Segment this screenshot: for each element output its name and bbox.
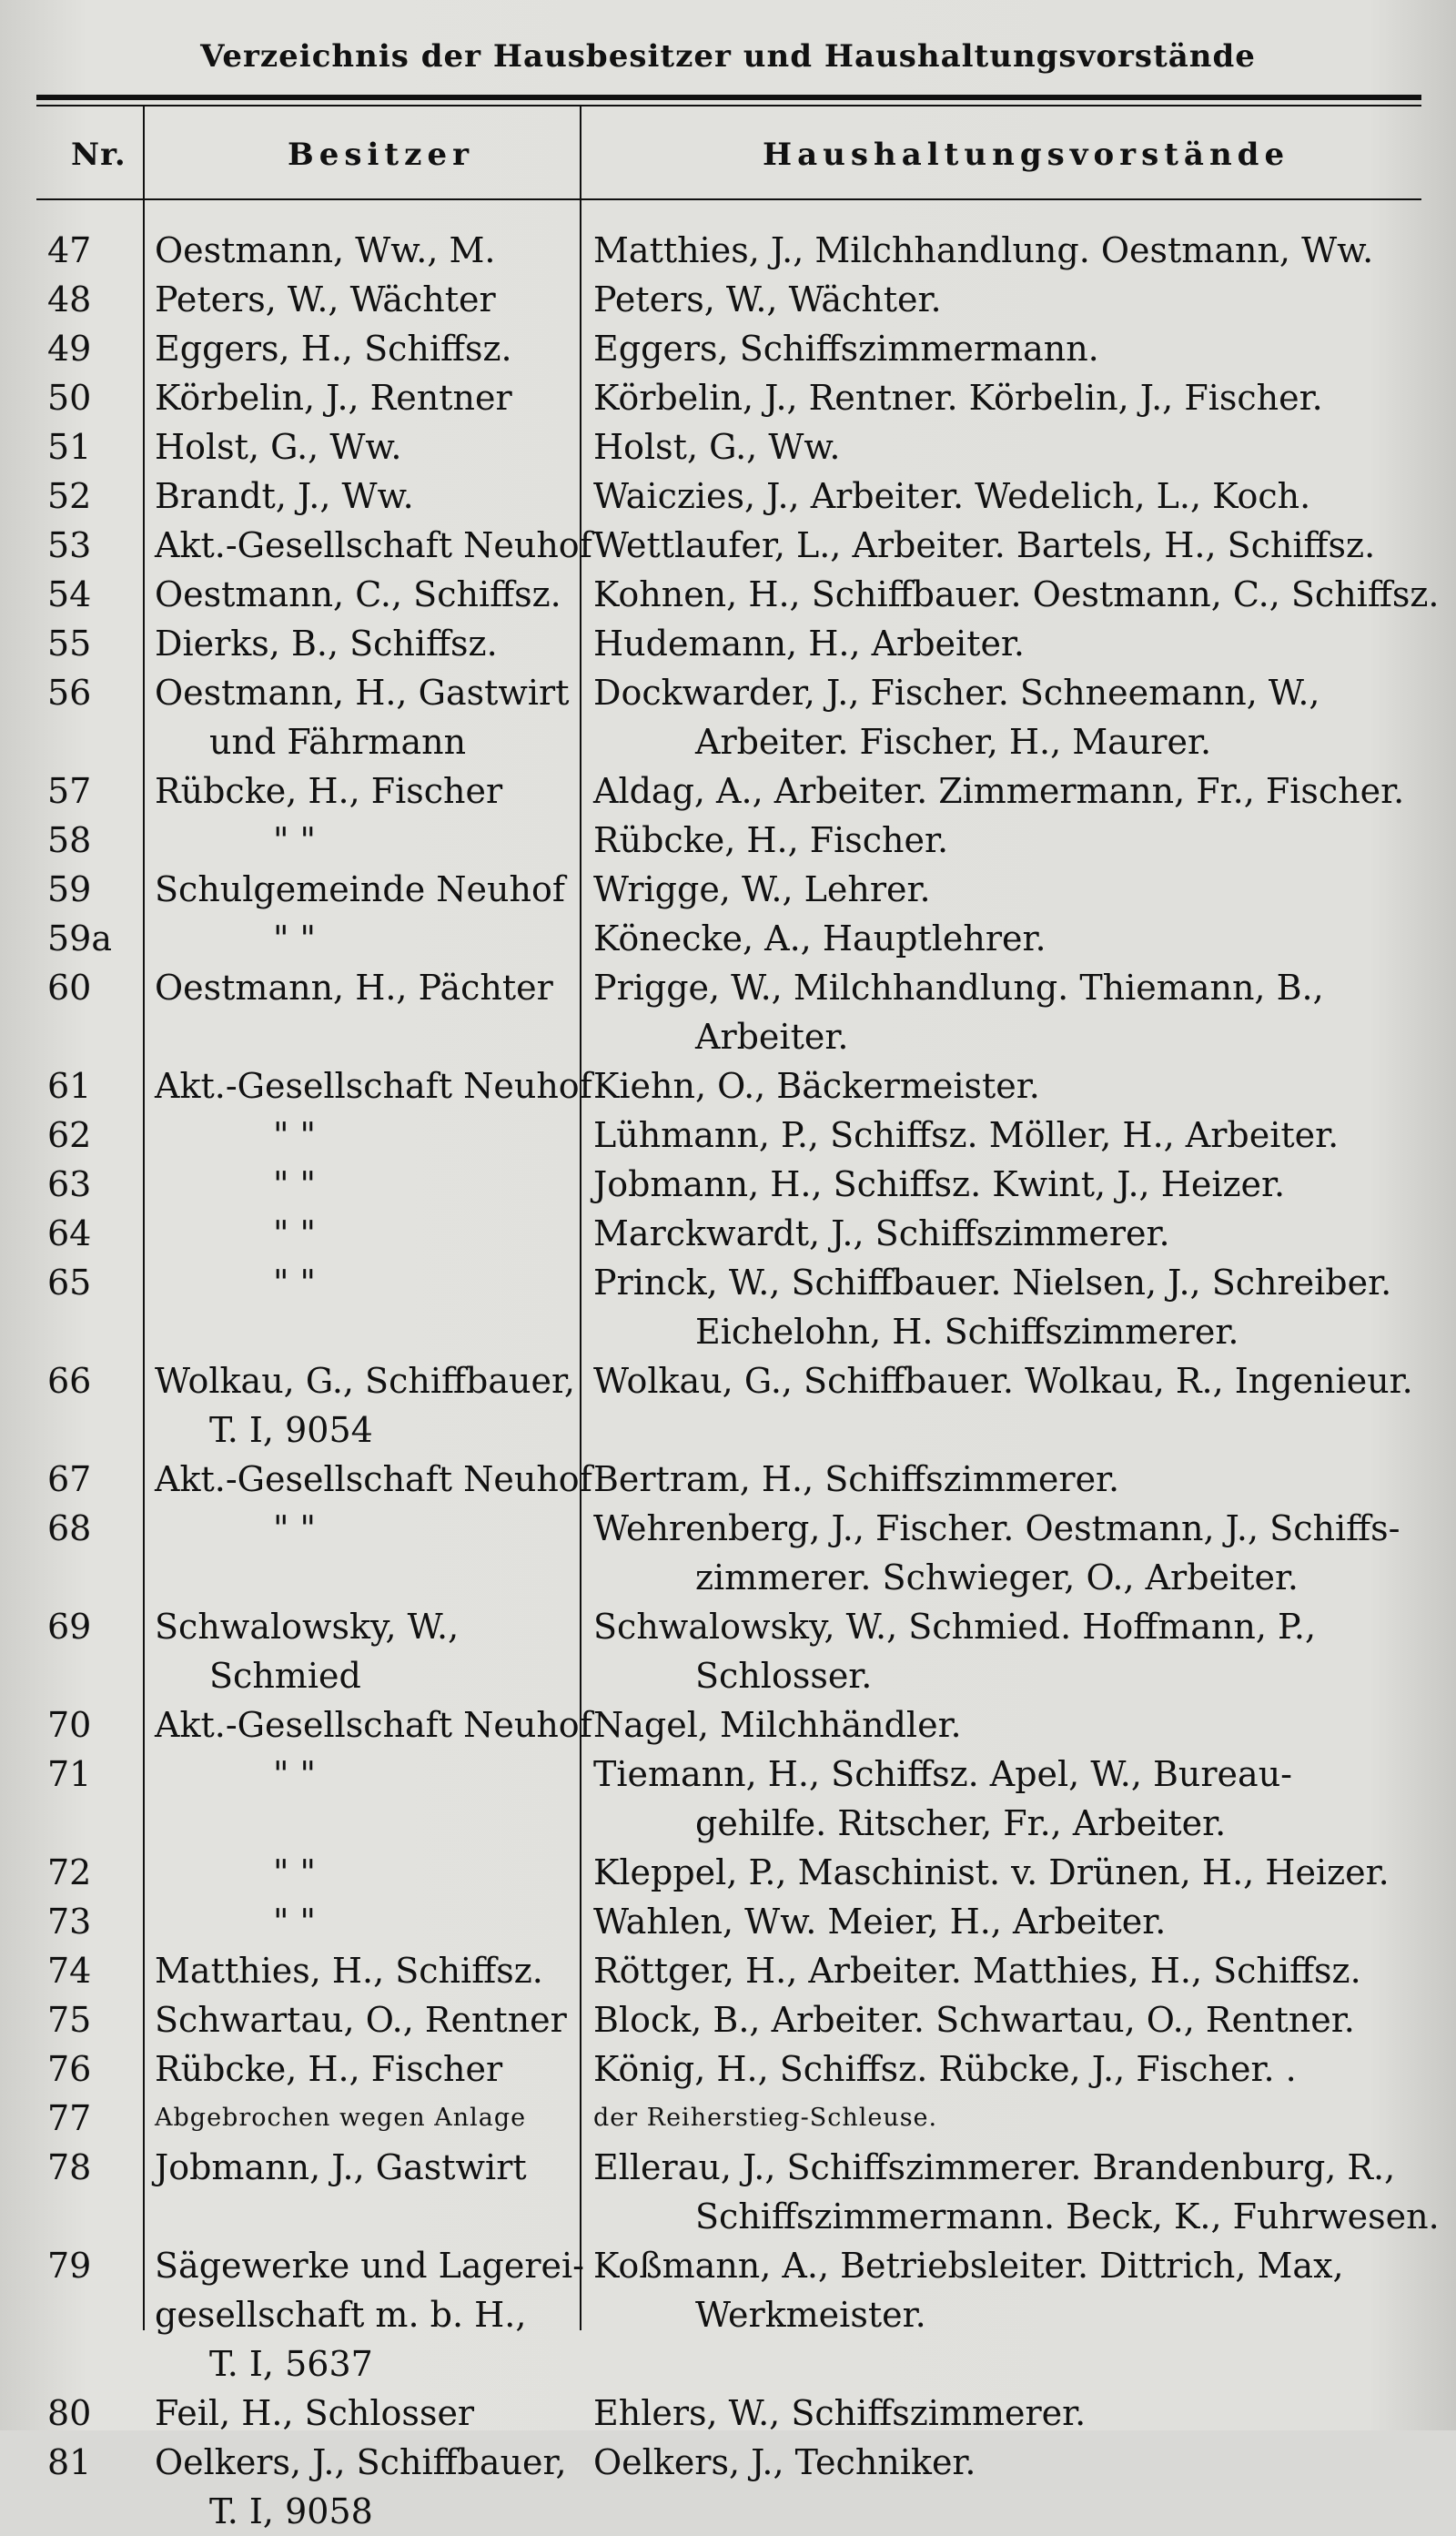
- owner-cell: [155, 816, 573, 865]
- owner-line: Oestmann, H., Gastwirt: [155, 673, 570, 713]
- row-number: 66: [47, 1361, 92, 1401]
- owner-line: Schmied: [209, 1656, 361, 1696]
- household-line: Körbelin, J., Rentner. Körbelin, J., Fischer.: [593, 378, 1323, 418]
- table-row: [0, 1848, 1456, 1897]
- household-line: Kiehn, O., Bäckermeister.: [593, 1066, 1040, 1106]
- owner-line: Akt.-Gesellschaft Neuhof: [155, 1066, 592, 1106]
- owner-line: Jobmann, J., Gastwirt: [155, 2147, 527, 2187]
- column-header-households: Haushaltungsvorstände: [763, 137, 1290, 173]
- households-cell: [593, 275, 1417, 324]
- household-line: Ellerau, J., Schiffszimmerer. Brandenburg, R.,: [593, 2147, 1396, 2187]
- household-line: Ehlers, W., Schiffszimmerer.: [593, 2393, 1087, 2433]
- owner-line: Schulgemeinde Neuhof: [155, 869, 565, 909]
- table-row: [0, 2143, 1456, 2241]
- row-number: 58: [47, 820, 92, 860]
- household-line: Prigge, W., Milchhandlung. Thiemann, B.,: [593, 968, 1324, 1008]
- household-line: Holst, G., Ww.: [593, 427, 841, 467]
- owner-cell: [155, 1258, 573, 1307]
- household-line: Dockwarder, J., Fischer. Schneemann, W.,: [593, 673, 1320, 713]
- household-line: Wrigge, W., Lehrer.: [593, 869, 931, 909]
- ditto-mark: " ": [273, 1508, 317, 1548]
- header-rule-thick: [36, 95, 1421, 100]
- owner-cell: [155, 2241, 584, 2389]
- ditto-mark: " ": [273, 1115, 317, 1155]
- owner-cell: [155, 2143, 573, 2192]
- households-cell: [593, 619, 1417, 668]
- column-header-nr: Nr.: [71, 137, 126, 173]
- running-head: Verzeichnis der Hausbesitzer und Haushaltungsvorstände: [200, 38, 1256, 75]
- households-cell: [593, 2143, 1440, 2241]
- owner-line: Rübcke, H., Fischer: [155, 771, 503, 811]
- owner-cell: [155, 1848, 573, 1897]
- row-number: 60: [47, 968, 92, 1008]
- table-row: [0, 1356, 1456, 1455]
- households-cell: [593, 914, 1417, 963]
- owner-line: Oelkers, J., Schiffbauer,: [155, 2442, 567, 2482]
- table-row: [0, 1995, 1456, 2044]
- table-row: [0, 1160, 1456, 1209]
- households-cell: [593, 2044, 1417, 2094]
- household-line: Schlosser.: [695, 1656, 873, 1696]
- owner-cell: [155, 1455, 592, 1504]
- ditto-mark: " ": [273, 1852, 317, 1892]
- row-number: 73: [47, 1902, 92, 1942]
- table-row: [0, 816, 1456, 865]
- households-cell: [593, 668, 1417, 766]
- owner-line: Akt.-Gesellschaft Neuhof: [155, 1459, 592, 1499]
- households-cell: [593, 226, 1417, 275]
- households-cell: [593, 1848, 1417, 1897]
- table-row: [0, 619, 1456, 668]
- owner-cell: [155, 914, 573, 963]
- table-row: [0, 226, 1456, 275]
- row-number: 56: [47, 673, 92, 713]
- households-cell: [593, 1995, 1417, 2044]
- ditto-mark: " ": [273, 1754, 317, 1794]
- households-cell: [593, 963, 1417, 1061]
- row-number: 64: [47, 1213, 92, 1253]
- household-line: Koßmann, A., Betriebsleiter. Dittrich, Max,: [593, 2246, 1344, 2286]
- row-number: 65: [47, 1263, 92, 1303]
- owner-line: Eggers, H., Schiffsz.: [155, 329, 512, 369]
- owner-line: Abgebrochen wegen Anlage: [155, 2104, 527, 2132]
- row-number: 74: [47, 1951, 92, 1991]
- table-row: [0, 1504, 1456, 1602]
- owner-cell: [155, 2094, 573, 2143]
- owner-line: Dierks, B., Schiffsz.: [155, 624, 498, 664]
- household-line: Peters, W., Wächter.: [593, 279, 942, 320]
- row-number: 51: [47, 427, 92, 467]
- household-line: Wehrenberg, J., Fischer. Oestmann, J., Schiffs-: [593, 1508, 1400, 1548]
- owner-line: Akt.-Gesellschaft Neuhof: [155, 1705, 592, 1745]
- row-number: 80: [47, 2393, 92, 2433]
- household-line: Arbeiter. Fischer, H., Maurer.: [695, 722, 1212, 762]
- owner-line: Oestmann, H., Pächter: [155, 968, 553, 1008]
- households-cell: [593, 422, 1417, 472]
- households-cell: [593, 1160, 1417, 1209]
- table-row: [0, 2044, 1456, 2094]
- row-number: 77: [47, 2098, 92, 2138]
- owner-cell: [155, 1602, 573, 1700]
- household-line: Lühmann, P., Schiffsz. Möller, H., Arbeiter.: [593, 1115, 1340, 1155]
- row-number: 54: [47, 574, 92, 614]
- owner-line: Feil, H., Schlosser: [155, 2393, 475, 2433]
- household-line: Matthies, J., Milchhandlung. Oestmann, Ww.: [593, 230, 1374, 270]
- households-cell: [593, 1061, 1417, 1111]
- household-line: Eggers, Schiffszimmermann.: [593, 329, 1099, 369]
- table-row: [0, 1750, 1456, 1848]
- row-number: 55: [47, 624, 92, 664]
- table-row: [0, 668, 1456, 766]
- household-line: Waiczies, J., Arbeiter. Wedelich, L., Koch.: [593, 476, 1311, 516]
- row-number: 62: [47, 1115, 92, 1155]
- owner-line: T. I, 9054: [209, 1410, 373, 1450]
- table-row: [0, 2438, 1456, 2536]
- household-line: Schwalowsky, W., Schmied. Hoffmann, P.,: [593, 1607, 1317, 1647]
- table-row: [0, 1111, 1456, 1160]
- table-row: [0, 373, 1456, 422]
- households-cell: [593, 1700, 1417, 1750]
- households-cell: [593, 1602, 1417, 1700]
- row-number: 59a: [47, 918, 113, 959]
- row-number: 68: [47, 1508, 92, 1548]
- row-number: 48: [47, 279, 92, 320]
- household-line: Werkmeister.: [695, 2295, 926, 2335]
- household-line: König, H., Schiffsz. Rübcke, J., Fischer. .: [593, 2049, 1297, 2089]
- row-number: 67: [47, 1459, 92, 1499]
- table-row: [0, 422, 1456, 472]
- owner-cell: [155, 521, 592, 570]
- households-cell: [593, 816, 1417, 865]
- households-cell: [593, 1455, 1417, 1504]
- household-line: Tiemann, H., Schiffsz. Apel, W., Bureau-: [593, 1754, 1293, 1794]
- households-cell: [593, 1209, 1417, 1258]
- owner-cell: [155, 1061, 592, 1111]
- column-header-rule: [36, 198, 1421, 200]
- owner-cell: [155, 1504, 573, 1553]
- owner-cell: [155, 865, 573, 914]
- owner-line: Schwartau, O., Rentner: [155, 2000, 567, 2040]
- header-rule-thin: [36, 105, 1421, 107]
- household-line: Arbeiter.: [695, 1017, 849, 1057]
- household-line: Kohnen, H., Schiffbauer. Oestmann, C., Schiffsz.: [593, 574, 1440, 614]
- owner-cell: [155, 1897, 573, 1946]
- household-line: Wettlaufer, L., Arbeiter. Bartels, H., Schiffsz.: [593, 525, 1376, 565]
- owner-cell: [155, 1750, 573, 1799]
- row-number: 78: [47, 2147, 92, 2187]
- owner-cell: [155, 963, 573, 1012]
- owner-cell: [155, 570, 573, 619]
- table-row: [0, 1061, 1456, 1111]
- column-header-owner: Besitzer: [288, 137, 474, 173]
- owner-line: Peters, W., Wächter: [155, 279, 496, 320]
- owner-line: T. I, 5637: [209, 2344, 373, 2384]
- ditto-mark: " ": [273, 1164, 317, 1204]
- household-line: Rübcke, H., Fischer.: [593, 820, 949, 860]
- row-number: 75: [47, 2000, 92, 2040]
- table-row: [0, 963, 1456, 1061]
- row-number: 63: [47, 1164, 92, 1204]
- owner-cell: [155, 1700, 592, 1750]
- owner-line: gesellschaft m. b. H.,: [155, 2295, 527, 2335]
- households-cell: [593, 1111, 1417, 1160]
- owner-cell: [155, 2044, 573, 2094]
- owner-line: Körbelin, J., Rentner: [155, 378, 512, 418]
- row-number: 50: [47, 378, 92, 418]
- owner-line: Brandt, J., Ww.: [155, 476, 414, 516]
- households-cell: [593, 1504, 1417, 1602]
- table-row: [0, 766, 1456, 816]
- households-cell: [593, 1356, 1417, 1405]
- owner-line: Sägewerke und Lagerei-: [155, 2246, 584, 2286]
- households-cell: [593, 766, 1417, 816]
- household-line: Hudemann, H., Arbeiter.: [593, 624, 1025, 664]
- table-row: [0, 521, 1456, 570]
- household-line: zimmerer. Schwieger, O., Arbeiter.: [695, 1557, 1299, 1598]
- household-line: Marckwardt, J., Schiffszimmerer.: [593, 1213, 1170, 1253]
- owner-cell: [155, 373, 573, 422]
- table-row: [0, 275, 1456, 324]
- table-row: [0, 324, 1456, 373]
- owner-cell: [155, 275, 573, 324]
- households-cell: [593, 2438, 1417, 2487]
- household-line: Bertram, H., Schiffszimmerer.: [593, 1459, 1120, 1499]
- owner-cell: [155, 668, 573, 766]
- owner-line: Oestmann, Ww., M.: [155, 230, 496, 270]
- table-row: [0, 1897, 1456, 1946]
- households-cell: [593, 2094, 1417, 2143]
- owner-line: Schwalowsky, W.,: [155, 1607, 460, 1647]
- row-number: 53: [47, 525, 92, 565]
- table-row: [0, 570, 1456, 619]
- household-line: Eichelohn, H. Schiffszimmerer.: [695, 1312, 1239, 1352]
- household-line: Schiffszimmermann. Beck, K., Fuhrwesen.: [695, 2196, 1440, 2237]
- household-line: der Reiherstieg-Schleuse.: [593, 2104, 938, 2132]
- table-row: [0, 1209, 1456, 1258]
- row-number: 72: [47, 1852, 92, 1892]
- households-cell: [593, 570, 1440, 619]
- households-cell: [593, 521, 1417, 570]
- table-row: [0, 914, 1456, 963]
- households-cell: [593, 472, 1417, 521]
- owner-line: T. I, 9058: [209, 2491, 373, 2531]
- row-number: 71: [47, 1754, 92, 1794]
- household-line: Röttger, H., Arbeiter. Matthies, H., Schiffsz.: [593, 1951, 1361, 1991]
- row-number: 52: [47, 476, 92, 516]
- households-cell: [593, 1897, 1417, 1946]
- owner-line: Matthies, H., Schiffsz.: [155, 1951, 543, 1991]
- owner-cell: [155, 1946, 573, 1995]
- owner-cell: [155, 766, 573, 816]
- households-cell: [593, 1750, 1417, 1848]
- owner-cell: [155, 1111, 573, 1160]
- row-number: 49: [47, 329, 92, 369]
- household-line: Block, B., Arbeiter. Schwartau, O., Rentner.: [593, 2000, 1355, 2040]
- owner-cell: [155, 1209, 573, 1258]
- owner-cell: [155, 1160, 573, 1209]
- owner-line: und Fährmann: [209, 722, 467, 762]
- household-line: Princk, W., Schiffbauer. Nielsen, J., Schreiber.: [593, 1263, 1392, 1303]
- owner-cell: [155, 619, 573, 668]
- table-row: [0, 1700, 1456, 1750]
- row-number: 76: [47, 2049, 92, 2089]
- table-row: [0, 2241, 1456, 2389]
- ditto-mark: " ": [273, 820, 317, 860]
- households-cell: [593, 865, 1417, 914]
- table-row: [0, 1258, 1456, 1356]
- ditto-mark: " ": [273, 1213, 317, 1253]
- owner-cell: [155, 324, 573, 373]
- household-line: Kleppel, P., Maschinist. v. Drünen, H., Heizer.: [593, 1852, 1390, 1892]
- household-line: Nagel, Milchhändler.: [593, 1705, 962, 1745]
- row-number: 47: [47, 230, 92, 270]
- household-line: Aldag, A., Arbeiter. Zimmermann, Fr., Fischer.: [593, 771, 1405, 811]
- owner-cell: [155, 226, 573, 275]
- owner-line: Holst, G., Ww.: [155, 427, 402, 467]
- table-row: [0, 2094, 1456, 2143]
- row-number: 81: [47, 2442, 92, 2482]
- owner-cell: [155, 1995, 573, 2044]
- households-cell: [593, 1946, 1417, 1995]
- row-number: 57: [47, 771, 92, 811]
- row-number: 69: [47, 1607, 92, 1647]
- row-number: 70: [47, 1705, 92, 1745]
- owner-line: Rübcke, H., Fischer: [155, 2049, 503, 2089]
- ditto-mark: " ": [273, 1902, 317, 1942]
- ditto-mark: " ": [273, 918, 317, 959]
- register-table: [0, 226, 1456, 2536]
- table-row: [0, 1946, 1456, 1995]
- row-number: 79: [47, 2246, 92, 2286]
- households-cell: [593, 324, 1417, 373]
- table-row: [0, 1602, 1456, 1700]
- owner-cell: [155, 422, 573, 472]
- owner-line: Akt.-Gesellschaft Neuhof: [155, 525, 592, 565]
- household-line: Könecke, A., Hauptlehrer.: [593, 918, 1046, 959]
- household-line: Wolkau, G., Schiffbauer. Wolkau, R., Ingenieur.: [593, 1361, 1413, 1401]
- household-line: Wahlen, Ww. Meier, H., Arbeiter.: [593, 1902, 1167, 1942]
- household-line: gehilfe. Ritscher, Fr., Arbeiter.: [695, 1803, 1227, 1843]
- households-cell: [593, 1258, 1417, 1356]
- row-number: 59: [47, 869, 92, 909]
- owner-cell: [155, 2438, 573, 2536]
- owner-line: Wolkau, G., Schiffbauer,: [155, 1361, 576, 1401]
- household-line: Jobmann, H., Schiffsz. Kwint, J., Heizer.: [593, 1164, 1286, 1204]
- owner-line: Oestmann, C., Schiffsz.: [155, 574, 561, 614]
- owner-cell: [155, 472, 573, 521]
- table-row: [0, 472, 1456, 521]
- table-row: [0, 865, 1456, 914]
- ditto-mark: " ": [273, 1263, 317, 1303]
- household-line: Oelkers, J., Techniker.: [593, 2442, 976, 2482]
- owner-cell: [155, 1356, 576, 1455]
- households-cell: [593, 2241, 1417, 2339]
- households-cell: [593, 373, 1417, 422]
- row-number: 61: [47, 1066, 92, 1106]
- table-row: [0, 1455, 1456, 1504]
